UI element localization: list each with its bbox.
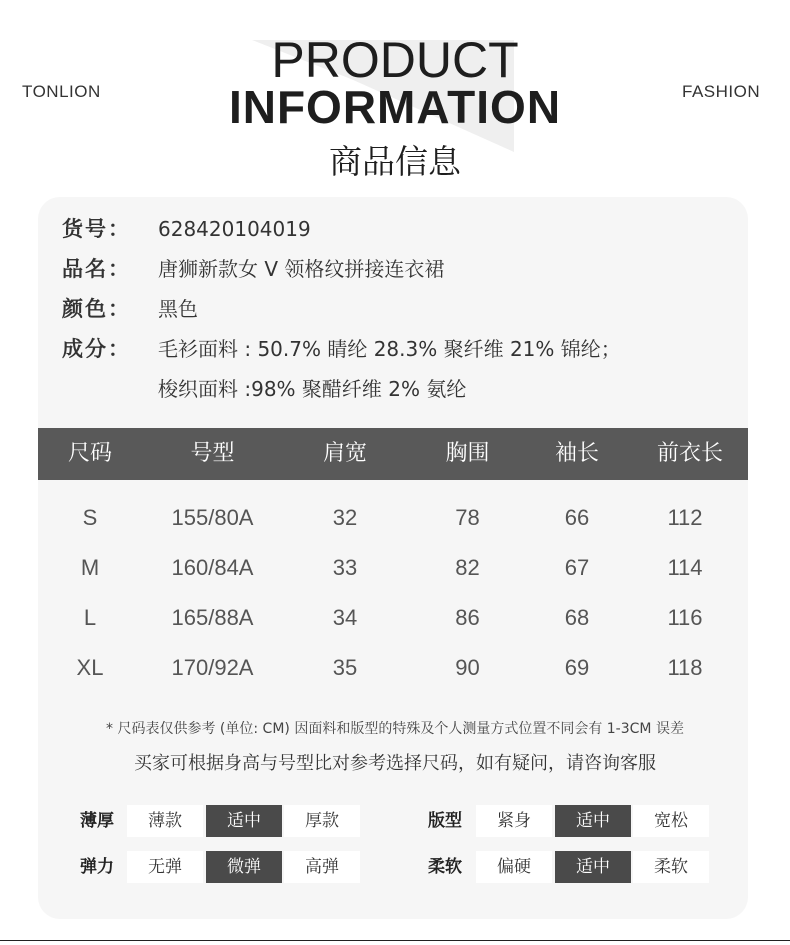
title-information: INFORMATION <box>228 81 562 133</box>
attr-option: 适中 <box>206 805 282 837</box>
info-value: 628420104019 <box>158 217 311 241</box>
table-cell: 82 <box>455 555 480 580</box>
attr-option: 适中 <box>555 851 631 883</box>
table-cell: XL <box>76 655 104 680</box>
table-cell: 67 <box>564 555 590 580</box>
info-key: 成分： <box>62 337 131 361</box>
table-cell: S <box>82 505 98 530</box>
size-advice: 买家可根据身高与号型比对参考选择尺码，如有疑问，请咨询客服 <box>134 753 656 774</box>
header-cell-size: 尺码 <box>67 441 112 466</box>
table-cell: L <box>83 605 97 630</box>
info-value: 毛衫面料 : 50.7% 睛纶 28.3% 聚纤维 21% 锦纶； <box>158 337 621 361</box>
table-cell: 69 <box>564 655 590 680</box>
attr-option: 厚款 <box>284 805 360 837</box>
table-cell: 78 <box>455 505 480 530</box>
brand-right-label: FASHION <box>682 82 761 101</box>
attr-option: 柔软 <box>633 851 709 883</box>
table-cell: 34 <box>332 605 358 630</box>
table-cell: 116 <box>667 605 703 630</box>
size-table-header <box>38 428 748 480</box>
attr-option: 偏硬 <box>476 851 552 883</box>
info-key: 货号： <box>62 217 131 241</box>
attr-option: 适中 <box>555 805 631 837</box>
title-product: PRODUCT <box>271 32 519 88</box>
attr-label-elasticity: 弹力 <box>80 857 114 877</box>
info-key: 颜色： <box>62 297 131 321</box>
table-cell: 66 <box>564 505 590 530</box>
attr-label-fit: 版型 <box>428 811 462 831</box>
table-cell: 165/88A <box>171 605 254 630</box>
header-cell-fit: 号型 <box>190 441 235 466</box>
table-cell: 118 <box>667 655 703 680</box>
size-note: * 尺码表仅供参考 (单位: CM) 因面料和版型的特殊及个人测量方式位置不同会有 1-3CM 误差 <box>106 721 684 737</box>
header-cell-shoulder: 肩宽 <box>322 441 367 466</box>
info-value: 梭织面料 :98% 聚醋纤维 2% 氨纶 <box>158 377 467 401</box>
info-key: 品名： <box>62 257 131 281</box>
header-cell-sleeve: 袖长 <box>554 441 599 466</box>
attr-label-thickness: 薄厚 <box>80 811 114 831</box>
attr-option: 无弹 <box>127 851 203 883</box>
info-value: 黑色 <box>158 297 198 321</box>
table-cell: 170/92A <box>171 655 254 680</box>
table-cell: 114 <box>667 555 703 580</box>
table-cell: 155/80A <box>171 505 254 530</box>
attr-option: 薄款 <box>127 805 203 837</box>
info-value: 唐狮新款女 V 领格纹拼接连衣裙 <box>158 257 445 281</box>
table-cell: 68 <box>564 605 590 630</box>
table-cell: 86 <box>455 605 480 630</box>
title-chinese: 商品信息 <box>329 142 461 181</box>
attr-label-softness: 柔软 <box>428 857 462 877</box>
header-cell-length: 前衣长 <box>656 441 723 466</box>
table-cell: 32 <box>332 505 358 530</box>
table-cell: 112 <box>667 505 703 530</box>
table-cell: 33 <box>332 555 358 580</box>
attr-option: 微弹 <box>206 851 282 883</box>
attr-option: 高弹 <box>284 851 360 883</box>
attr-option: 宽松 <box>633 805 709 837</box>
bottom-divider <box>0 940 790 941</box>
table-cell: 90 <box>455 655 480 680</box>
attr-option: 紧身 <box>476 805 552 837</box>
table-cell: M <box>80 555 100 580</box>
table-cell: 160/84A <box>171 555 254 580</box>
brand-left-label: TONLION <box>22 82 101 101</box>
header-cell-bust: 胸围 <box>445 441 490 466</box>
table-cell: 35 <box>332 655 358 680</box>
